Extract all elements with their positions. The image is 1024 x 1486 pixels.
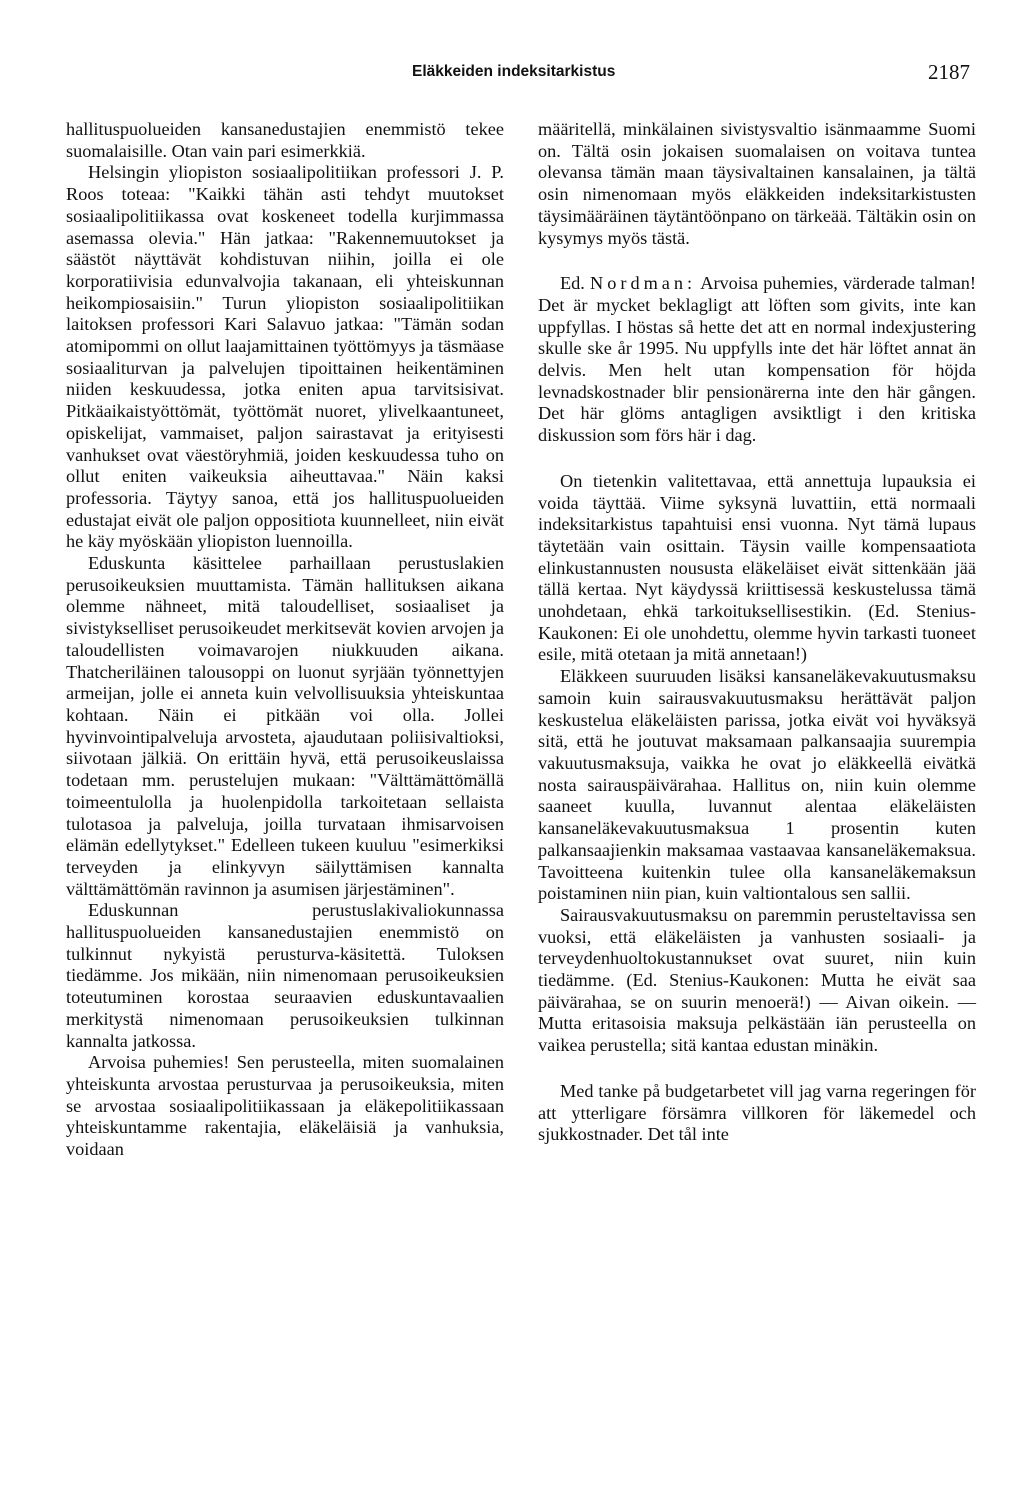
right-paragraph-1: määritellä, minkälainen sivistysvaltio isänmaamme Suomi on. Tältä osin jokaisen suomalaisen on voitava tuntea olevansa tämän maan täysivaltainen kansalainen, ja tältä osin nimenomaan myös eläkkeiden indeksitarkistusten täysimääräinen täytäntöönpano on tärkeää. Tältäkin osin on kysymys myös tästä. <box>538 119 976 248</box>
page-number: 2187 <box>928 60 970 84</box>
right-text-column <box>538 119 976 1146</box>
right-paragraph-5: Sairausvakuutusmaksu on paremmin perusteltavissa sen vuoksi, että eläkeläisten ja vanhusten sosiaali- ja terveydenhuoltokustannukset ovat suuret, niin kuin tiedämme. (Ed. Stenius-Kaukonen: Mutta he eivät saa päivärahaa, se on suurin menoerä!) — Aivan oikein. — Mutta eritasoisia maksuja pelkästään iän perusteella on vaikea perustella; sitä kantaa edustan minäkin. <box>538 904 976 1056</box>
left-paragraph-3: Eduskunta käsittelee parhaillaan perustuslakien perusoikeuksien muuttamista. Tämän hallituksen aikana olemme nähneet, mitä taloudelliset, sosiaaliset ja sivistykselliset perusoikeudet merkitsevät kovien arvojen ja taloudellisten voimavarojen niukkuuden aikana. Thatcheriläinen talousoppi on luonut syrjään työnnettyjen armeijan, jolle ei anneta kuin velvollisuuksia yhteiskuntaa kohtaan. Näin ei pitkään voi olla. Jollei hyvinvointipalveluja arvosteta, ajaudutaan poliisivaltioksi, siivotaan jälkiä. On erittäin hyvä, että perusoikeuslaissa todetaan mm. perustelujen mukaan: "Välttämättömällä toimeentulolla ja huolenpidolla tarkoitetaan sellaista tulotasoa ja palveluja, joilla turvataan ihmisarvoisen elämän edellytykset." Edelleen tukeen kuuluu "esimerkiksi terveyden ja elinkyvyn säilyttämisen kannalta välttämättömän ravinnon ja asumisen järjestäminen". <box>66 553 504 899</box>
speaker-text: Arvoisa puhemies, värderade talman! Det är mycket beklagligt att löften som givits, inte kan uppfyllas. I höstas så hette det att en normal indexjustering skulle ske år 1995. Nu uppfylls inte det här löftet annat än delvis. Men helt utan kompensation för höjda levnadskostnader blir pensionärerna inte den här gången. Det här glöms antagligen avsiktligt i den kritiska diskussion som förs här i dag. <box>538 273 976 446</box>
left-paragraph-2: Helsingin yliopiston sosiaalipolitiikan professori J. P. Roos toteaa: "Kaikki tähän asti tehdyt muutokset sosiaalipolitiikassa ovat koskeneet todella kurjimmassa asemassa olevia." Hän jatkaa: "Rakennemuutokset ja säästöt näyttävät kohdistuvan niihin, joilla ei ole korporatiivisia edunvalvojia takanaan, eli yhteiskunnan heikompiosaisiin." Turun yliopiston sosiaalipolitiikan laitoksen professori Kari Salavuo jatkaa: "Tämän sodan atomipommi on ollut laajamittainen työttömyys ja täsmäase sosiaaliturvan ja palvelujen tipoittainen heikentäminen niiden keskuudessa, jotka eniten apua tarvitsisivat. Pitkäaikaistyöttömät, työttömät nuoret, ylivelkaantuneet, opiskelijat, vammaiset, paljon sairastavat ja erityisesti vanhukset ovat väestöryhmiä, joiden keskuudessa tuho on ollut eniten vaikeuksia aiheuttavaa." Näin kaksi professoria. Täytyy sanoa, että jos hallituspuolueiden edustajat eivät ole paljon oppositiota kuunnelleet, niin eivät he käy myöskään yliopiston luennoilla. <box>66 162 504 552</box>
right-paragraph-3: On tietenkin valitettavaa, että annettuja lupauksia ei voida täyttää. Viime syksynä luvattiin, että normaali indeksitarkistus tapahtuisi ensi vuonna. Nyt tämä lupaus täytetään vain osittain. Täysin vaille kompensaatiota elinkustannusten noususta eläkeläiset eivät sittenkään jää tällä kertaa. Nyt käydyssä kriittisessä keskustelussa tämä unohdetaan, ehkä tarkoituksellisestikin. (Ed. Stenius-Kaukonen: Ei ole unohdettu, olemme hyvin tarkasti tuoneet esile, mitä otetaan ja mitä annetaan!) <box>538 470 976 665</box>
left-text-column <box>66 119 504 1161</box>
left-paragraph-4: Eduskunnan perustuslakivaliokunnassa hallituspuolueiden kansanedustajien enemmistö on tulkinnut nykyistä perusturva-käsitettä. Tuloksen tiedämme. Jos mikään, niin nimenomaan perusoikeuksien toteutuminen korostaa seuraavien eduskuntavaalien merkitystä nimenomaan perusoikeuksien tulkinnan kannalta jatkossa. <box>66 900 504 1051</box>
speaker-prefix: Ed. <box>560 273 585 294</box>
right-paragraph-6: Med tanke på budgetarbetet vill jag varna regeringen för att ytterligare försämra villkoren för läkemedel och sjukkostnader. Det tål inte <box>538 1080 976 1145</box>
speaker-paragraph <box>538 273 976 447</box>
speaker-name: Nordman: <box>590 273 697 294</box>
left-paragraph-1: hallituspuolueiden kansanedustajien enemmistö tekee suomalaisille. Otan vain pari esimerkkiä. <box>66 119 504 161</box>
running-header-title: Eläkkeiden indeksitarkistus <box>412 63 616 80</box>
left-paragraph-5: Arvoisa puhemies! Sen perusteella, miten suomalainen yhteiskunta arvostaa perusturvaa ja perusoikeuksia, miten se arvostaa sosiaalipolitiikassaan ja eläkepolitiikassaan yhteiskuntamme rakentajia, eläkeläisiä ja vanhuksia, voidaan <box>66 1052 504 1160</box>
right-paragraph-4: Eläkkeen suuruuden lisäksi kansaneläkevakuutusmaksu samoin kuin sairausvakuutusmaksu herättävät paljon keskustelua eläkeläisten parissa, jotka eivät voi hyväksyä sitä, että he joutuvat maksamaan palkansaajia suurempia vakuutusmaksuja, vaikka he ovat jo eläkkeellä eivätkä nosta sairauspäivärahaa. Hallitus on, niin kuin olemme saaneet kuulla, luvannut alentaa eläkeläisten kansaneläkevakuutusmaksua 1 prosentin kuten palkansaajienkin maksamaa vastaavaa kansaneläkemaksua. Tavoitteena kuitenkin tulee olla kansaneläkemaksun poistaminen niin pian, kuin valtiontalous sen sallii. <box>538 666 976 904</box>
